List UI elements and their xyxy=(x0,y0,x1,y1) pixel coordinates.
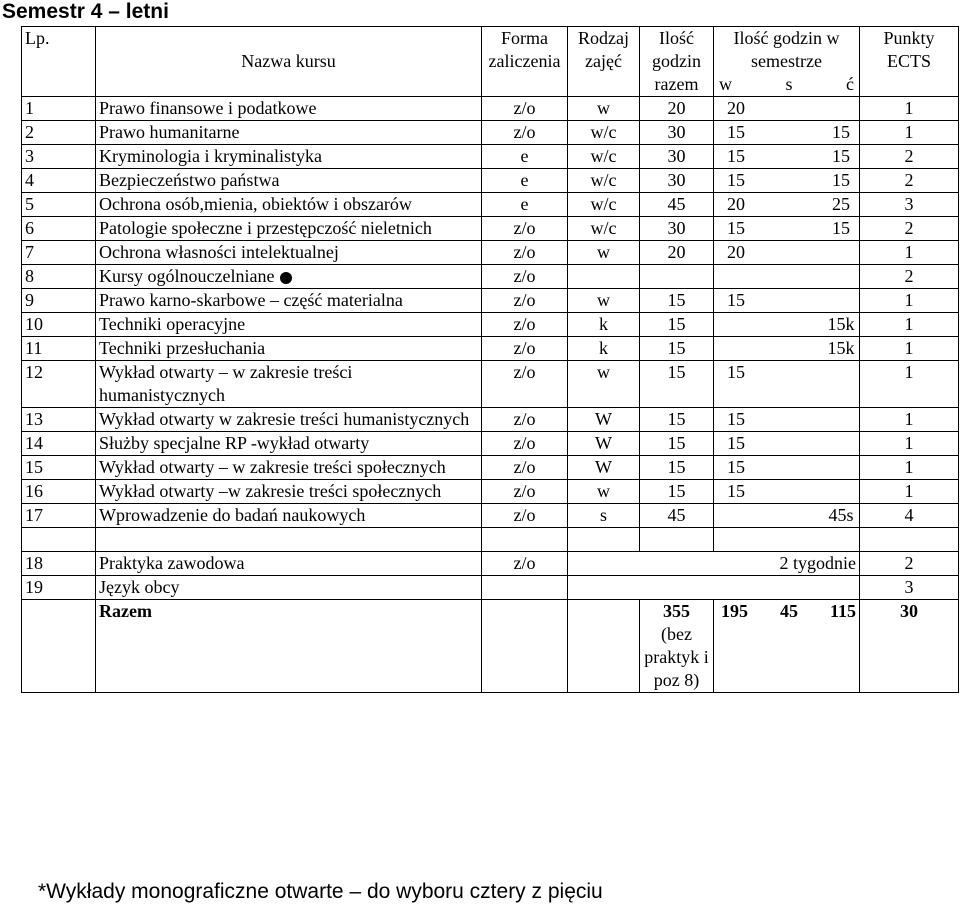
semester-values xyxy=(717,313,856,336)
page-title: Semestr 4 – letni xyxy=(2,0,169,23)
semester-values xyxy=(717,432,856,455)
total-c: 115 xyxy=(829,601,856,621)
semester-w: 15 xyxy=(727,146,745,166)
row-type: w xyxy=(568,97,640,121)
row-semester xyxy=(714,432,860,456)
semester-c xyxy=(826,480,856,503)
header-lp: Lp. xyxy=(22,27,96,97)
row-type: w xyxy=(568,289,640,313)
row-lp: 7 xyxy=(22,241,96,265)
row-semester xyxy=(714,97,860,121)
semester-w xyxy=(721,313,751,336)
header-sem-s: s xyxy=(785,74,793,94)
row-hours: 15 xyxy=(640,361,714,408)
row-lp: 19 xyxy=(22,576,96,600)
row-lp: 1 xyxy=(22,97,96,121)
semester-w: 15 xyxy=(727,409,745,429)
header-sem-c: ć xyxy=(845,74,854,94)
row-hours: 15 xyxy=(640,313,714,337)
row-semester xyxy=(714,504,860,528)
row-lp: 14 xyxy=(22,432,96,456)
course-name: Służby specjalne RP -wykład otwarty xyxy=(99,433,370,453)
semester-values xyxy=(717,456,856,479)
row-semester xyxy=(714,169,860,193)
row-semester xyxy=(714,408,860,432)
spacer-cell xyxy=(96,528,482,552)
row-type: w xyxy=(568,361,640,408)
row-hours: 20 xyxy=(640,97,714,121)
row-semester xyxy=(714,337,860,361)
row-type: W xyxy=(568,408,640,432)
course-name: Wprowadzenie do badań naukowych xyxy=(99,505,366,525)
row-ects: 1 xyxy=(860,121,959,145)
spacer-cell xyxy=(714,528,860,552)
semester-values xyxy=(717,337,856,360)
row-ects: 1 xyxy=(860,289,959,313)
row-hours: 30 xyxy=(640,121,714,145)
header-hours: Ilość godzin razem xyxy=(640,27,714,97)
row-ects: 1 xyxy=(860,432,959,456)
footnote: *Wykłady monograficzne otwarte – do wyboru cztery z pięciu xyxy=(38,880,603,903)
table-row xyxy=(22,456,959,480)
row-name xyxy=(96,97,482,121)
row-semester xyxy=(714,193,860,217)
row-form: z/o xyxy=(482,504,568,528)
semester-c: 15 xyxy=(832,170,850,190)
spacer-row xyxy=(22,528,959,552)
semester-s xyxy=(774,480,804,503)
header-sem-w: w xyxy=(719,74,732,94)
row-ects: 3 xyxy=(860,193,959,217)
row-hours: 15 xyxy=(640,337,714,361)
row-ects: 1 xyxy=(860,241,959,265)
semester-c: 15 xyxy=(832,122,850,142)
header-type: Rodzaj zajęć xyxy=(568,27,640,97)
row-lp: 18 xyxy=(22,552,96,576)
table-row xyxy=(22,217,959,241)
row-form: z/o xyxy=(482,361,568,408)
table-row xyxy=(22,265,959,289)
course-name: Wykład otwarty w zakresie treści humanistycznych xyxy=(99,409,470,429)
semester-w: 15 xyxy=(727,362,745,382)
header-semester-label: Ilość godzin w semestrze xyxy=(733,28,840,71)
row-name: Praktyka zawodowa xyxy=(96,552,482,576)
row-hours: 15 xyxy=(640,432,714,456)
semester-values xyxy=(717,289,856,312)
semester-w: 15 xyxy=(727,290,745,310)
semester-c xyxy=(826,361,856,384)
semester-w: 20 xyxy=(727,242,745,262)
semester-c xyxy=(826,289,856,312)
row-semester xyxy=(714,145,860,169)
row-form: e xyxy=(482,145,568,169)
table-row xyxy=(22,145,959,169)
table-row xyxy=(22,289,959,313)
semester-s xyxy=(774,193,804,216)
row-form: e xyxy=(482,169,568,193)
row-lp: 5 xyxy=(22,193,96,217)
semester-w: 15 xyxy=(727,170,745,190)
row-name: Język obcy xyxy=(96,576,482,600)
row-lp: 11 xyxy=(22,337,96,361)
row-ects: 2 xyxy=(860,169,959,193)
row-lp: 10 xyxy=(22,313,96,337)
course-name: Prawo finansowe i podatkowe xyxy=(99,98,317,118)
row-form: z/o xyxy=(482,265,568,289)
row-ects: 2 xyxy=(860,145,959,169)
row-name xyxy=(96,241,482,265)
row-ects: 1 xyxy=(860,408,959,432)
row-lp: 16 xyxy=(22,480,96,504)
semester-w: 15 xyxy=(727,122,745,142)
semester-c xyxy=(826,432,856,455)
row-form: z/o xyxy=(482,217,568,241)
table-row xyxy=(22,97,959,121)
semester-values xyxy=(717,217,856,240)
table-row xyxy=(22,504,959,528)
row-hours: 15 xyxy=(640,456,714,480)
row-semester xyxy=(714,217,860,241)
table-row xyxy=(22,552,959,576)
row-type: w/c xyxy=(568,169,640,193)
spacer-cell xyxy=(860,528,959,552)
semester-s xyxy=(774,241,804,264)
semester-s xyxy=(774,337,804,360)
row-form: e xyxy=(482,193,568,217)
course-name: Ochrona własności intelektualnej xyxy=(99,242,339,262)
row-name xyxy=(96,408,482,432)
total-type-empty xyxy=(568,600,640,693)
total-semester xyxy=(714,600,860,693)
table-row xyxy=(22,480,959,504)
semester-values xyxy=(717,504,856,527)
course-name: Kryminologia i kryminalistyka xyxy=(99,146,322,166)
row-name xyxy=(96,193,482,217)
semester-w: 20 xyxy=(727,98,745,118)
course-name: Ochrona osób,mienia, obiektów i obszarów xyxy=(99,194,412,214)
semester-c: 45s xyxy=(828,505,854,525)
semester-w xyxy=(721,337,751,360)
table-row xyxy=(22,241,959,265)
row-lp: 17 xyxy=(22,504,96,528)
semester-values xyxy=(717,193,856,216)
spacer-cell xyxy=(568,528,640,552)
semester-w: 15 xyxy=(727,481,745,501)
row-name xyxy=(96,504,482,528)
row-name xyxy=(96,432,482,456)
row-type: w/c xyxy=(568,217,640,241)
row-semester xyxy=(714,480,860,504)
semester-s xyxy=(774,361,804,384)
semester-s xyxy=(774,504,804,527)
row-name xyxy=(96,145,482,169)
course-name: Techniki operacyjne xyxy=(99,314,246,334)
course-name: Prawo karno-skarbowe – część materialna xyxy=(99,290,403,310)
semester-values xyxy=(717,361,856,384)
semester-values xyxy=(717,408,856,431)
table-row xyxy=(22,576,959,600)
course-name: Bezpieczeństwo państwa xyxy=(99,170,280,190)
row-semester xyxy=(714,241,860,265)
table-row xyxy=(22,361,959,408)
spacer-cell xyxy=(640,528,714,552)
header-semester-sub xyxy=(717,73,856,96)
row-semester xyxy=(714,265,860,289)
row-form: z/o xyxy=(482,97,568,121)
row-ects: 1 xyxy=(860,456,959,480)
row-semester xyxy=(714,289,860,313)
row-lp: 3 xyxy=(22,145,96,169)
semester-c xyxy=(826,408,856,431)
row-form: z/o xyxy=(482,313,568,337)
row-type: w/c xyxy=(568,145,640,169)
total-label: Razem xyxy=(96,600,482,693)
table-row xyxy=(22,408,959,432)
row-name xyxy=(96,456,482,480)
row-lp: 6 xyxy=(22,217,96,241)
semester-c xyxy=(826,241,856,264)
bullet-icon xyxy=(280,272,292,284)
table-row xyxy=(22,121,959,145)
row-type: W xyxy=(568,456,640,480)
row-semester xyxy=(714,121,860,145)
row-type: w xyxy=(568,480,640,504)
row-type: w xyxy=(568,241,640,265)
row-hours xyxy=(640,265,714,289)
total-semester-values xyxy=(717,600,856,623)
row-form xyxy=(482,576,568,600)
row-hours: 15 xyxy=(640,408,714,432)
course-name: Techniki przesłuchania xyxy=(99,338,266,358)
course-name: Kursy ogólnouczelniane xyxy=(99,266,275,286)
total-hours xyxy=(640,600,714,693)
row-hours: 15 xyxy=(640,289,714,313)
row-type: W xyxy=(568,432,640,456)
semester-c: 25 xyxy=(832,194,850,214)
row-ects: 4 xyxy=(860,504,959,528)
row-name xyxy=(96,289,482,313)
semester-c: 15k xyxy=(827,314,855,334)
row-name xyxy=(96,337,482,361)
table-row xyxy=(22,313,959,337)
total-lp-empty xyxy=(22,600,96,693)
row-name xyxy=(96,169,482,193)
total-row xyxy=(22,600,959,693)
semester-s xyxy=(774,313,804,336)
row-hours: 30 xyxy=(640,169,714,193)
semester-values xyxy=(717,97,856,120)
row-form: z/o xyxy=(482,408,568,432)
row-lp: 13 xyxy=(22,408,96,432)
row-type xyxy=(568,265,640,289)
row-type: w/c xyxy=(568,193,640,217)
row-hours: 45 xyxy=(640,504,714,528)
row-ects: 1 xyxy=(860,97,959,121)
semester-values xyxy=(717,241,856,264)
total-w: 195 xyxy=(721,601,748,621)
semester-c xyxy=(826,97,856,120)
row-ects: 2 xyxy=(860,552,959,576)
header-ects: Punkty ECTS xyxy=(860,27,959,97)
row-name xyxy=(96,313,482,337)
row-name xyxy=(96,217,482,241)
row-form: z/o xyxy=(482,241,568,265)
row-form: z/o xyxy=(482,456,568,480)
semester-w: 15 xyxy=(727,218,745,238)
row-name xyxy=(96,480,482,504)
table-header xyxy=(22,27,959,97)
course-name: Wykład otwarty –w zakresie treści społecznych xyxy=(99,481,442,501)
table-row xyxy=(22,432,959,456)
row-hours: 20 xyxy=(640,241,714,265)
total-ects: 30 xyxy=(860,600,959,693)
total-s: 45 xyxy=(779,601,798,621)
row-hours: 15 xyxy=(640,480,714,504)
row-form: z/o xyxy=(482,289,568,313)
semester-c xyxy=(826,456,856,479)
row-lp: 9 xyxy=(22,289,96,313)
row-name xyxy=(96,121,482,145)
row-ects: 2 xyxy=(860,217,959,241)
course-name: Wykład otwarty – w zakresie treści humanistycznych xyxy=(99,362,353,405)
semester-s xyxy=(774,408,804,431)
semester-w: 15 xyxy=(727,457,745,477)
row-type: k xyxy=(568,337,640,361)
course-name: Prawo humanitarne xyxy=(99,122,240,142)
total-hours-note: (bez praktyk i poz 8) xyxy=(644,624,709,690)
row-semester xyxy=(714,361,860,408)
table-row xyxy=(22,169,959,193)
row-lp: 2 xyxy=(22,121,96,145)
semester-values xyxy=(717,121,856,144)
semester-s xyxy=(774,97,804,120)
semester-s xyxy=(774,217,804,240)
semester-s xyxy=(774,145,804,168)
semester-w: 20 xyxy=(727,194,745,214)
header-name: Nazwa kursu xyxy=(96,27,482,97)
table-row xyxy=(22,337,959,361)
row-hours: 30 xyxy=(640,217,714,241)
row-form: z/o xyxy=(482,432,568,456)
row-ects: 1 xyxy=(860,361,959,408)
table-row xyxy=(22,193,959,217)
semester-values xyxy=(717,480,856,503)
row-ects: 3 xyxy=(860,576,959,600)
row-lp: 8 xyxy=(22,265,96,289)
semester-s xyxy=(774,121,804,144)
semester-s xyxy=(774,289,804,312)
row-semester xyxy=(714,313,860,337)
semester-values xyxy=(717,169,856,192)
row-hours: 30 xyxy=(640,145,714,169)
course-name: Patologie społeczne i przestępczość nieletnich xyxy=(99,218,432,238)
semester-s xyxy=(774,456,804,479)
row-form: z/o xyxy=(482,337,568,361)
row-name xyxy=(96,265,482,289)
row-ects: 2 xyxy=(860,265,959,289)
spacer-cell xyxy=(482,528,568,552)
row-ects: 1 xyxy=(860,480,959,504)
row-name xyxy=(96,361,482,408)
semester-c: 15 xyxy=(832,218,850,238)
row-period xyxy=(568,576,860,600)
row-type: w/c xyxy=(568,121,640,145)
semester-c: 15 xyxy=(832,146,850,166)
row-type: k xyxy=(568,313,640,337)
header-semester xyxy=(714,27,860,97)
total-hours-value: 355 xyxy=(663,601,690,621)
row-hours: 45 xyxy=(640,193,714,217)
row-period: 2 tygodnie xyxy=(568,552,860,576)
row-lp: 15 xyxy=(22,456,96,480)
row-ects: 1 xyxy=(860,337,959,361)
semester-s xyxy=(774,169,804,192)
row-lp: 4 xyxy=(22,169,96,193)
course-table xyxy=(21,26,959,693)
row-form: z/o xyxy=(482,480,568,504)
semester-w xyxy=(721,504,751,527)
row-ects: 1 xyxy=(860,313,959,337)
row-type: s xyxy=(568,504,640,528)
course-name: Wykład otwarty – w zakresie treści społecznych xyxy=(99,457,446,477)
semester-values xyxy=(717,145,856,168)
row-form: z/o xyxy=(482,121,568,145)
row-semester xyxy=(714,456,860,480)
total-form-empty xyxy=(482,600,568,693)
header-form: Forma zaliczenia xyxy=(482,27,568,97)
semester-w: 15 xyxy=(727,433,745,453)
row-form: z/o xyxy=(482,552,568,576)
row-lp: 12 xyxy=(22,361,96,408)
spacer-cell xyxy=(22,528,96,552)
semester-c: 15k xyxy=(827,338,855,358)
semester-s xyxy=(774,432,804,455)
